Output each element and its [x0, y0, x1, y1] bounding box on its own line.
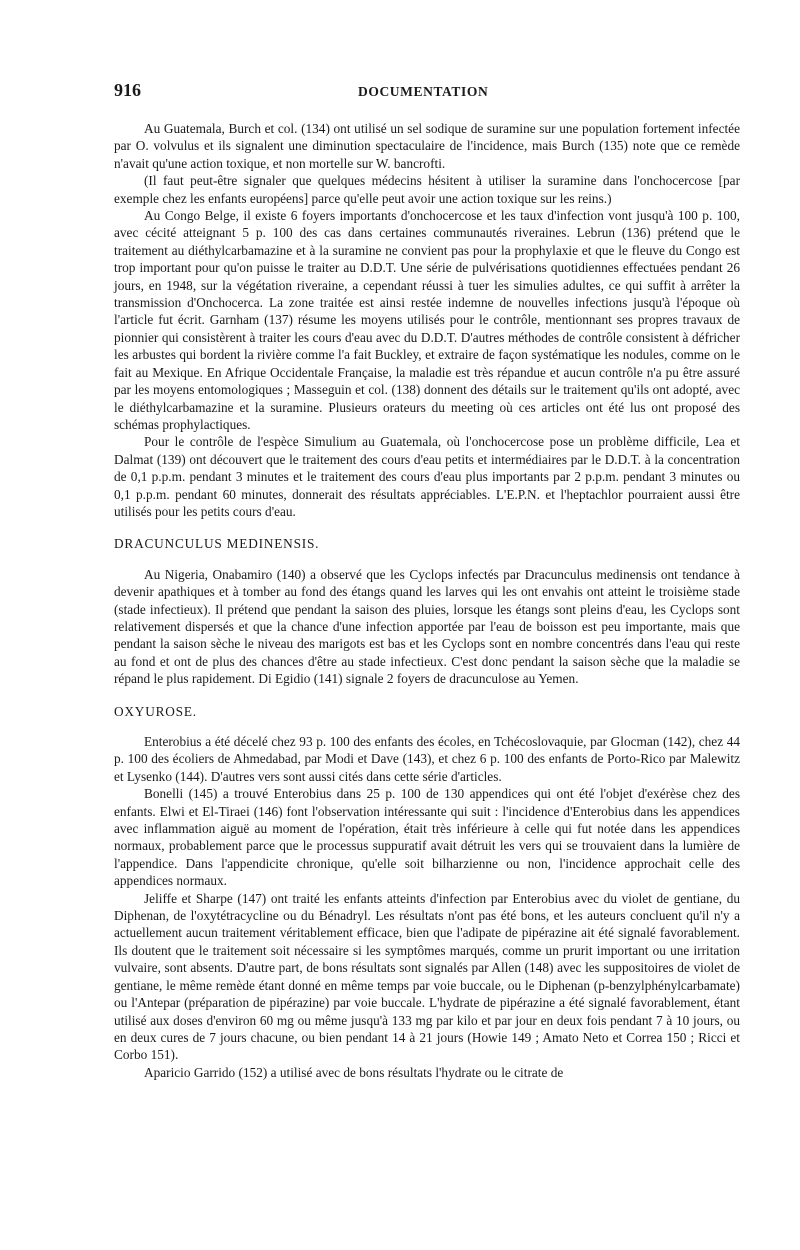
- paragraph: Enterobius a été décelé chez 93 p. 100 des enfants des écoles, en Tchécoslovaquie, par Glocman (142), chez 44 p. 100 des écoliers de Ahmedabad, par Modi et Dave (143), et chez 6 p. 100 des enfants de Porto-Rico par Malewitz et Lysenko (144). D'autres vers sont aussi cités dans cette série d'articles.: [114, 734, 740, 784]
- paragraph: Au Guatemala, Burch et col. (134) ont utilisé un sel sodique de suramine sur une population fortement infectée par O. volvulus et ils signalent une diminution spectaculaire de l'incidence, mais Burch (135) note que ce remède n'avait qu'une action toxique, et non mortelle sur W. bancrofti.: [114, 121, 740, 171]
- section-heading-oxyurose: OXYUROSE.: [114, 703, 197, 719]
- paragraph: Au Congo Belge, il existe 6 foyers importants d'onchocercose et les taux d'infection vont jusqu'à 100 p. 100, avec cécité atteignant 5 p. 100 des cas dans certaines communautés riveraines. Lebrun (136) prétend que le traitement au diéthylcarbamazine et à la suramine ne convient pas pour la prophylaxie et que le fleuve du Congo est trop important pour qu'on puisse le traiter au D.D.T. Une série de pulvérisations quotidiennes effectuées pendant 26 jours, en 1948, sur la végétation riveraine, a cependant réussi à tuer les simulies adultes, ce qui suffit à arrêter la transmission d'Onchocerca. La zone traitée est ainsi restée indemne de nouvelles infections jusqu'à l'époque où l'article fut écrit. Garnham (137) résume les moyens utilisés pour le contrôle, mentionnant ses propres travaux de pionnier qui consistèrent à traiter les cours d'eau avec du D.D.T. D'autres méthodes de contrôle consistent à défricher les arbustes qui bordent la rivière comme l'a fait Buckley, et extraire de façon systématique les nodules, comme on le fait au Mexique. En Afrique Occidentale Française, la maladie est très répandue et aucun contrôle n'a pu être assuré par les moyens entomologiques ; Masseguin et col. (138) donnent des détails sur le traitement qu'ils ont adopté, avec le diéthylcarbamazine et la suramine. Plusieurs orateurs du meeting où ces articles ont été lus ont proposé des schémas prophylactiques.: [114, 208, 740, 432]
- paragraph: (Il faut peut-être signaler que quelques médecins hésitent à utiliser la suramine dans l'onchocercose [par exemple chez les enfants européens] parce qu'elle peut avoir une action toxique sur les reins.): [114, 173, 740, 206]
- paragraph: Pour le contrôle de l'espèce Simulium au Guatemala, où l'onchocercose pose un problème difficile, Lea et Dalmat (139) ont découvert que le traitement des cours d'eau petits et intermédiaires par le D.D.T. à la concentration de 0,1 p.p.m. pendant 3 minutes et le traitement des cours d'eau plus importants par 2 p.p.m. pendant 3 minutes ou 0,1 p.p.m. pendant 60 minutes, donnerait des résultats appréciables. L'E.P.N. et l'heptachlor pourraient aussi être utilisés pour les petits cours d'eau.: [114, 434, 740, 519]
- body-text: [114, 120, 740, 1081]
- paragraph: Jeliffe et Sharpe (147) ont traité les enfants atteints d'infection par Enterobius avec du violet de gentiane, du Diphenan, de l'oxytétracycline ou du Bénadryl. Les résultats n'ont pas été bons, et les auteurs concluent qu'il n'y a actuellement aucun traitement véritablement efficace, bien que l'adipate de pipérazine ait été signalé favorablement. Ils doutent que le traitement soit nécessaire si les symptômes marqués, comme un prurit important ou une irritation vulvaire, sont absents. D'autre part, de bons résultats sont signalés par Allen (148) avec les suppositoires de violet de gentiane, le même remède étant donné en même temps par voie buccale, ou le Diphenan (p-benzylphénylcarbamate) ou l'Antepar (préparation de pipérazine) par voie buccale. L'hydrate de pipérazine a été signalé favorablement, étant utilisé aux doses d'environ 60 mg ou même jusqu'à 133 mg par kilo et par jour en deux fois pendant 7 à 10 jours, ou en deux cures de 7 jours chacune, ou bien pendant 14 à 21 jours (Howie 149 ; Amato Neto et Correa 150 ; Ricci et Corbo 151).: [114, 890, 740, 1063]
- page-header: [114, 80, 740, 106]
- document-page: [114, 80, 740, 1081]
- section-heading-dracunculus: DRACUNCULUS MEDINENSIS.: [114, 536, 320, 552]
- paragraph: Aparicio Garrido (152) a utilisé avec de bons résultats l'hydrate ou le citrate de: [144, 1064, 564, 1080]
- paragraph: Bonelli (145) a trouvé Enterobius dans 25 p. 100 de 130 appendices qui ont été l'objet d'exérèse chez des enfants. Elwi et El-Tiraei (146) font l'observation intéressante qui suit : l'incidence d'Enterobius dans les appendices avec inflammation aiguë au moment de l'opération, était très inférieure à celle qui fut notée dans les appendices normaux, probablement parce que le processus suppuratif avait détruit les vers qui se trouvaient dans la lumière de l'appendice. Dans l'appendicite chronique, qu'elle soit bilharzienne ou non, l'incidence approchait celle des appendices normaux.: [114, 786, 740, 889]
- page-number: 916: [114, 80, 141, 100]
- paragraph: Au Nigeria, Onabamiro (140) a observé que les Cyclops infectés par Dracunculus medinensis ont tendance à devenir apathiques et à tomber au fond des étangs quand les larves qui les ont envahis ont atteint le troisième stade (stade infectieux). Il prétend que pendant la saison des pluies, lorsque les étangs sont pleins d'eau, les Cyclops sont relativement dispersés et que la chance d'une infection apportée par l'eau de boisson est peu importante, mais que pendant la saison sèche le niveau des marigots est bas et les Cyclops sont en nombre concentrés dans l'eau qui reste au fond et ont de plus des chances d'être au stade infectieux. C'est donc pendant la saison sèche que la maladie se répand le plus rapidement. Di Egidio (141) signale 2 foyers de dracunculose au Yemen.: [114, 566, 740, 687]
- running-title: DOCUMENTATION: [358, 84, 489, 99]
